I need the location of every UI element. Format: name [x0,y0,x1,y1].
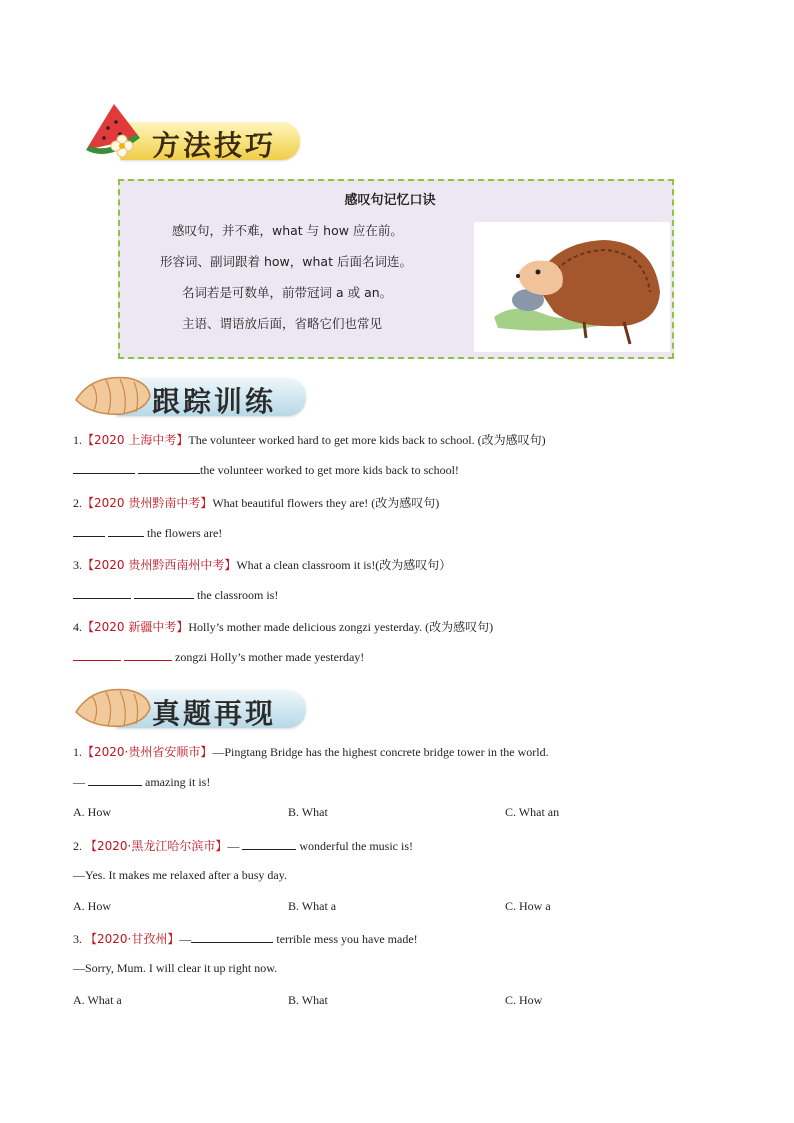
practice-2-source: 【2020 贵州黔南中考】 [82,496,213,510]
practice-1-source: 【2020 上海中考】 [82,433,189,447]
exam-1-source: 【2020·贵州省安顺市】 [82,745,213,759]
practice-4-text: Holly’s mother made delicious zongzi yesterday. (改为感叹句) [188,620,494,634]
dash: — [227,839,240,853]
dash: — [73,775,85,789]
practice-4-source: 【2020 新疆中考】 [82,620,189,634]
exam-2-source: 【2020·黑龙江哈尔滨市】 [85,839,228,853]
tips-title: 感叹句记忆口诀 [344,193,436,208]
exam-3-option-b[interactable]: B. What [288,993,328,1007]
exam-3-num: 3. [73,932,82,946]
practice-4-answer-text: zongzi Holly’s mother made yesterday! [175,650,365,664]
practice-2-question [73,494,439,511]
answer-blank[interactable] [73,525,105,537]
answer-blank[interactable] [73,587,131,599]
practice-2-answer [73,525,222,541]
answer-blank[interactable] [138,462,200,474]
watermelon-icon [78,98,148,168]
tips-line-1: 感叹句，并不难，what 与 how 应在前。 [172,223,403,238]
exam-1-line2 [73,774,210,790]
exam-2-question [73,837,413,854]
exam-2-option-c[interactable]: C. How a [505,899,551,913]
exam-2-num: 2. [73,839,82,853]
practice-2-answer-text: the flowers are! [147,526,223,540]
dash: — [179,932,192,946]
answer-blank[interactable] [124,649,172,661]
practice-3-question [73,556,451,573]
seashell-icon [72,682,152,732]
hedgehog-illustration [474,222,670,352]
answer-blank[interactable] [88,774,142,786]
practice-2-num: 2. [73,496,82,510]
exam-1-num: 1. [73,745,82,759]
practice-4-answer [73,649,364,665]
exam-2-text: wonderful the music is! [299,839,414,853]
exam-3-option-a[interactable]: A. What a [73,993,122,1007]
practice-1-answer-text: the volunteer worked to get more kids back to school! [200,463,459,477]
practice-3-answer-text: the classroom is! [197,588,279,602]
tips-banner [72,112,312,168]
practice-4-question [73,618,493,635]
exam-3-source: 【2020·甘孜州】 [85,932,180,946]
practice-3-source: 【2020 贵州黔西南州中考】 [82,558,237,572]
exam-1-option-a[interactable]: A. How [73,805,111,819]
answer-blank[interactable] [73,462,135,474]
practice-1-num: 1. [73,433,82,447]
exam-3-text: terrible mess you have made! [276,932,418,946]
tips-banner-title: 方法技巧 [152,129,277,162]
practice-3-text: What a clean classroom it is!(改为感叹句） [236,558,452,572]
practice-3-num: 3. [73,558,82,572]
practice-1-answer [73,462,459,478]
practice-1-text: The volunteer worked hard to get more kids back to school. (改为感叹句) [188,433,546,447]
exam-2-option-b[interactable]: B. What a [288,899,337,913]
tips-line-4: 主语、谓语放后面，省略它们也常见 [182,316,383,331]
exam-1-option-c[interactable]: C. What an [505,805,560,819]
exam-2-option-a[interactable]: A. How [73,899,111,913]
exam-3-line2: —Sorry, Mum. I will clear it up right now. [73,961,278,975]
answer-blank[interactable] [191,931,273,943]
exam-3-option-c[interactable]: C. How [505,993,543,1007]
practice-4-num: 4. [73,620,82,634]
tips-line-2: 形容词、副词跟着 how，what 后面名词连。 [160,254,412,269]
practice-banner-title: 跟踪训练 [152,385,277,418]
exam-1-line2-text: amazing it is! [145,775,211,789]
exam-banner [72,680,312,736]
answer-blank[interactable] [242,838,296,850]
practice-2-text: What beautiful flowers they are! (改为感叹句) [212,496,440,510]
answer-blank[interactable] [73,649,121,661]
practice-banner [72,368,312,424]
answer-blank[interactable] [108,525,144,537]
exam-2-line2: —Yes. It makes me relaxed after a busy day. [73,868,287,882]
exam-1-text: —Pingtang Bridge has the highest concrete bridge tower in the world. [212,745,549,759]
seashell-icon [72,370,152,420]
practice-3-answer [73,587,278,603]
exam-3-question [73,930,418,947]
exam-1-question [73,743,549,760]
answer-blank[interactable] [134,587,194,599]
exam-banner-title: 真题再现 [152,697,277,730]
practice-1-question [73,431,546,448]
exam-1-option-b[interactable]: B. What [288,805,328,819]
tips-line-3: 名词若是可数单，前带冠词 a 或 an。 [182,285,393,300]
